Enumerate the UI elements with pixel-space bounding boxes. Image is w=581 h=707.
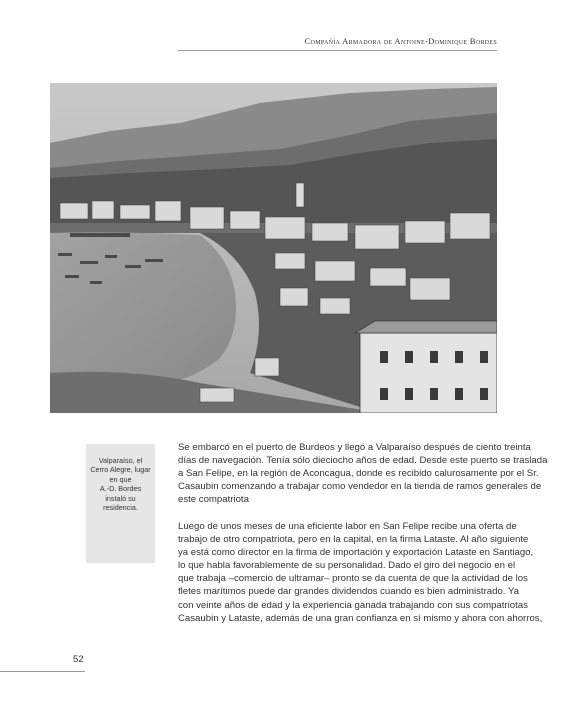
- body-paragraph-2: [178, 520, 543, 625]
- caption-line: residencia.: [103, 503, 138, 513]
- text-line: con veinte años de edad y la experiencia ganada trabajando con sus compatriotas: [178, 599, 528, 611]
- text-line: lo que habla favorablemente de su personalidad. Dado el giro del negocio en el: [178, 560, 516, 572]
- caption-line: A.-D. Bordes: [99, 484, 142, 494]
- caption-line: en que: [109, 474, 132, 484]
- text-line: que trabaja –comercio de ultramar– pronto se da cuenta de que la actividad de los: [178, 573, 528, 585]
- running-header: Compañía Armadora de Antoine-Dominique Bordes: [304, 36, 497, 46]
- photo-illustration: [50, 83, 497, 413]
- caption-line: Valparaíso, el: [98, 456, 143, 465]
- text-line: este compatriota: [178, 494, 249, 506]
- caption-line: Cerro Alegre, lugar: [90, 465, 151, 475]
- text-line: fletes marítimos puede dar grandes dividendos cuando es bien administrado. Ya: [178, 586, 519, 598]
- text-line: Luego de unos meses de una eficiente labor en San Felipe recibe una oferta de: [178, 521, 517, 532]
- text-line: a San Felipe, en la región de Aconcagua, donde es recibido calurosamente por el Sr.: [178, 468, 539, 480]
- text-line: Casaubin comenzando a trabajar como vendedor en la tienda de ramos generales de: [178, 481, 542, 493]
- text-line: Se embarcó en el puerto de Burdeos y llegó a Valparaíso después de ciento treinta: [178, 442, 531, 453]
- footer-rule: [0, 671, 85, 672]
- body-paragraph-1: [178, 441, 548, 506]
- text-line: trabajo de otro compatriota, pero en la capital, en la firma Lataste. Al año siguiente: [178, 534, 529, 546]
- text-line: Casaubin y Lataste, además de una gran confianza en sí mismo y ahora con ahorros,: [178, 612, 543, 624]
- header-rule: [178, 50, 497, 51]
- historical-photo-valparaiso: [50, 83, 497, 413]
- caption-line: instaló su: [105, 493, 136, 503]
- page-number: 52: [73, 654, 84, 665]
- text-line: ya está como director en la firma de importación y exportación Lataste en Santiago,: [178, 547, 534, 559]
- text-line: días de navegación. Tenía sólo dieciocho años de edad. Desde este puerto se traslada: [178, 455, 548, 467]
- photo-caption: [86, 444, 155, 563]
